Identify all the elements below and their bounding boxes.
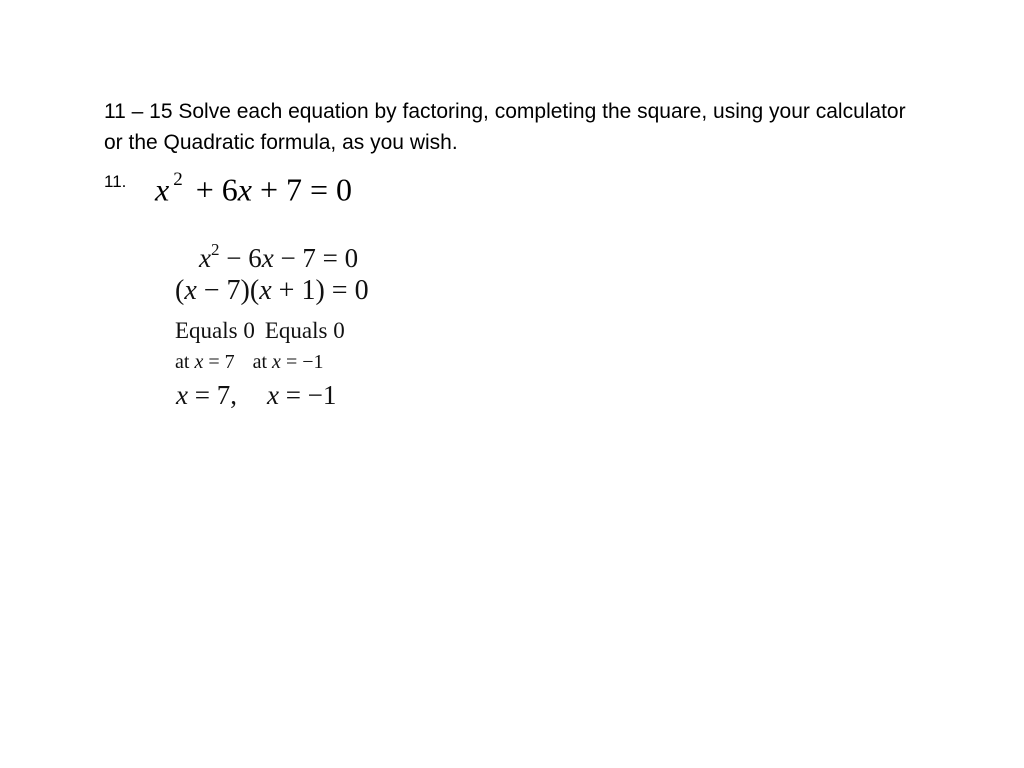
solution-variable: x bbox=[261, 243, 274, 273]
at-value-right-prefix: at bbox=[252, 351, 273, 373]
solution-variable: x bbox=[176, 380, 188, 410]
at-value-right: = −1 bbox=[280, 351, 324, 373]
solution-term: + 1) = 0 bbox=[271, 275, 369, 306]
given-equation bbox=[155, 164, 352, 210]
equals-zero-left: Equals 0 bbox=[175, 318, 255, 343]
equation-term: + 7 = 0 bbox=[251, 171, 353, 208]
at-value-left-prefix: at bbox=[175, 351, 195, 373]
solution-final-answer bbox=[176, 378, 336, 412]
equation-variable: x bbox=[237, 171, 252, 208]
at-value-left: = 7 bbox=[203, 351, 235, 373]
equation-term: + 6 bbox=[187, 171, 238, 208]
instructions-text: 11 – 15 Solve each equation by factoring, completing the square, using your calculator or the Quadratic formula, as you wish. bbox=[104, 100, 906, 154]
solution-exponent: 2 bbox=[210, 240, 220, 259]
solution-variable: x bbox=[199, 243, 211, 273]
solution-term: ( bbox=[175, 275, 185, 306]
final-answer-left: = 7, bbox=[187, 380, 237, 410]
solution-step-at-values bbox=[175, 350, 324, 374]
solution-variable: x bbox=[194, 351, 204, 373]
solution-step-equals-zero bbox=[175, 317, 345, 345]
equation-variable: x bbox=[155, 171, 170, 208]
solution-term: − 7 = 0 bbox=[273, 243, 359, 273]
final-answer-right: = −1 bbox=[278, 380, 337, 410]
solution-step-factored bbox=[175, 274, 369, 308]
equals-zero-right: Equals 0 bbox=[264, 318, 345, 343]
solution-term: − 7)( bbox=[196, 275, 260, 306]
solution-term: − 6 bbox=[219, 243, 262, 273]
solution-variable: x bbox=[272, 351, 281, 373]
equation-exponent: 2 bbox=[173, 169, 183, 190]
problem-number: 11. bbox=[104, 172, 127, 191]
solution-variable: x bbox=[266, 380, 279, 410]
solution-variable: x bbox=[259, 275, 272, 306]
solution-variable: x bbox=[184, 275, 197, 306]
solution-step-rewrite bbox=[199, 235, 358, 275]
